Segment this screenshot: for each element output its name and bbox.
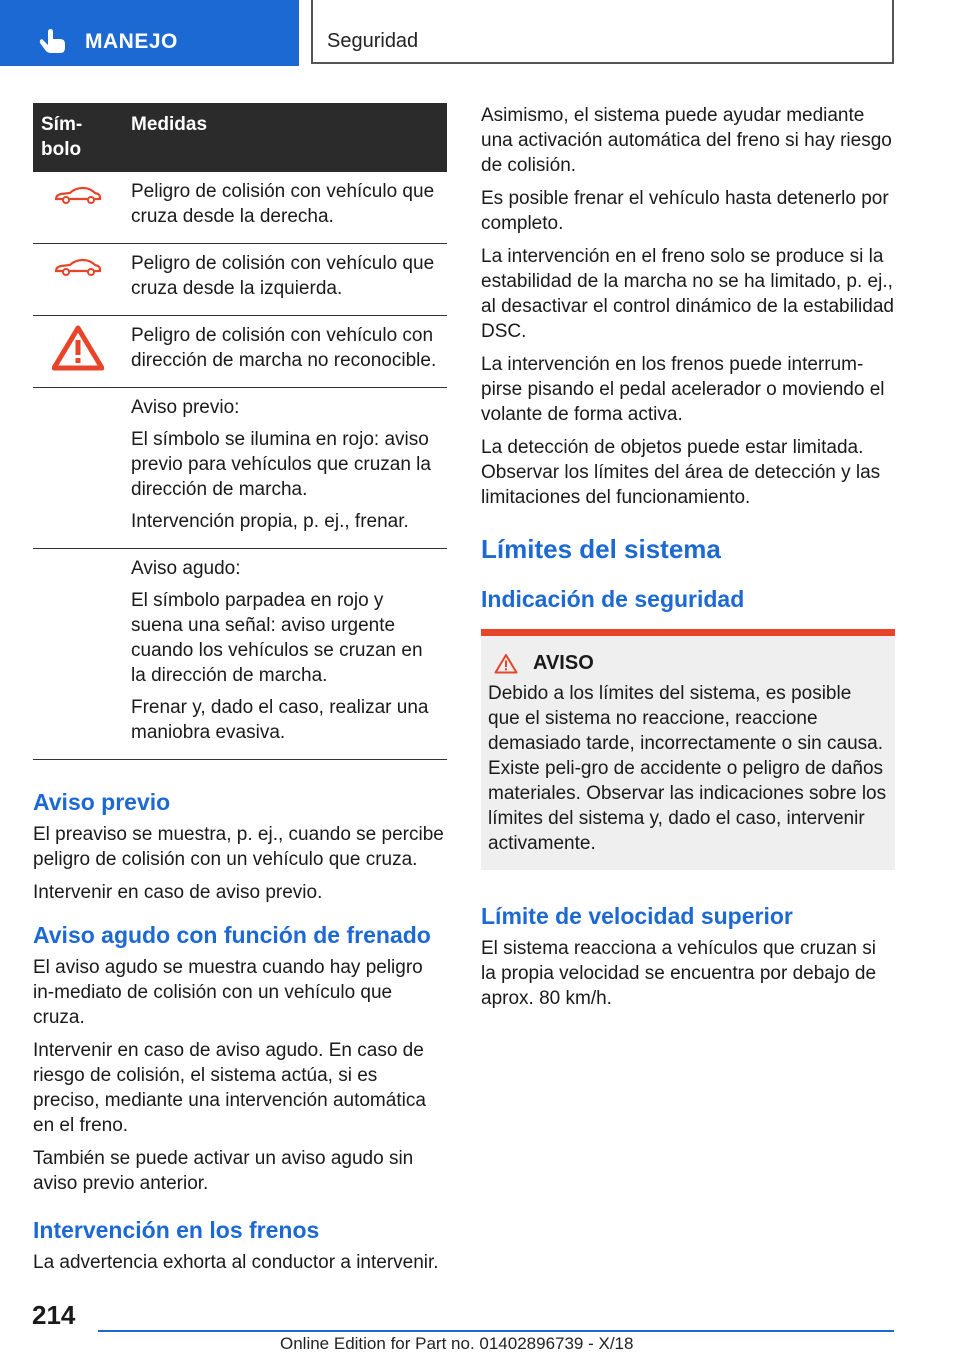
table-header-row (33, 103, 447, 172)
table-row (33, 316, 447, 388)
paragraph: La intervención en el freno solo se produce si la estabilidad de la marcha no se ha limitado, p. ej., al desactivar el control dinámico de la estabilidad DSC. (481, 246, 894, 342)
table-row (33, 172, 447, 244)
footer-edition: Online Edition for Part no. 01402896739 - X/18 (280, 1334, 634, 1353)
footer-divider (98, 1330, 894, 1332)
paragraph: Intervenir en caso de aviso previo. (33, 882, 323, 903)
car-side-red-icon (53, 185, 103, 205)
table-cell-symbol (33, 388, 123, 549)
chapter-tab-label: MANEJO (85, 30, 178, 53)
paragraph: Asimismo, el sistema puede ayudar mediante una activación automática del freno si hay riesgo de colisión. (481, 105, 892, 176)
table-cell-symbol (33, 244, 123, 316)
table-cell-symbol (33, 549, 123, 760)
paragraph: La detección de objetos puede estar limitada. Observar los límites del área de detección y las limitaciones del funcionamiento. (481, 437, 881, 508)
table-header-symbol: Sím- bolo (33, 103, 123, 172)
car-side-red-icon (53, 257, 103, 277)
heading-frenos: Intervención en los frenos (33, 1217, 320, 1243)
paragraph: El aviso agudo se muestra cuando hay peligro in-mediato de colisión con un vehículo que cruza. (33, 957, 423, 1028)
hand-pointer-icon (38, 27, 68, 60)
table-row (33, 244, 447, 316)
symbol-table (33, 103, 447, 760)
warning-triangle-icon (494, 653, 518, 674)
paragraph: Intervenir en caso de aviso agudo. En caso de riesgo de colisión, el sistema actúa, si es preciso, mediante una intervención automática en el freno. (33, 1040, 426, 1136)
paragraph: La intervención en los frenos puede interrum-pirse pisando el pedal acelerador o moviendo el volante de forma activa. (481, 354, 885, 425)
chapter-tab[interactable] (0, 0, 299, 66)
paragraph: La advertencia exhorta al conductor a intervenir. (33, 1252, 439, 1273)
heading-aviso-agudo: Aviso agudo con función de frenado (33, 922, 431, 948)
table-header-measures: Medidas (123, 103, 447, 172)
table-cell-symbol (33, 316, 123, 388)
section-header (311, 0, 894, 64)
paragraph: El sistema reacciona a vehículos que cruzan si la propia velocidad se encuentra por debajo de aprox. 80 km/h. (481, 938, 877, 1009)
paragraph: El preaviso se muestra, p. ej., cuando se percibe peligro de colisión con un vehículo que cruza. (33, 824, 444, 870)
paragraph: Es posible frenar el vehículo hasta detenerlo por completo. (481, 188, 889, 234)
heading-aviso-previo: Aviso previo (33, 789, 171, 815)
table-cell-measure: Peligro de colisión con vehículo con dirección de marcha no reconocible. (123, 316, 447, 388)
heading-indicacion: Indicación de seguridad (481, 586, 745, 612)
warning-box (481, 629, 895, 870)
table-cell-measure: Aviso previo: El símbolo se ilumina en rojo: aviso previo para vehículos que cruzan la dirección de marcha. Intervención propia, p. ej., frenar. (123, 388, 447, 549)
heading-limites: Límites del sistema (481, 534, 721, 564)
warning-text: Debido a los límites del sistema, es posible que el sistema no reaccione, reaccione demasiado tarde, incorrectamente o sin causa. Existe peli-gro de accidente o peligro de daños materiales. Observar las indicaciones sobre los límites del sistema y, dado el caso, intervenir activamente. (488, 683, 887, 854)
heading-velocidad: Límite de velocidad superior (481, 903, 793, 929)
page-number: 214 (32, 1300, 76, 1330)
table-row (33, 549, 447, 760)
paragraph: También se puede activar un aviso agudo sin aviso previo anterior. (33, 1148, 414, 1194)
warning-title: AVISO (488, 652, 887, 675)
table-cell-measure: Aviso agudo: El símbolo parpadea en rojo y suena una señal: aviso urgente cuando los vehículos se cruzan en la dirección de marcha. Frenar y, dado el caso, realizar una maniobra evasiva. (123, 549, 447, 760)
left-column (33, 103, 447, 1283)
table-cell-measure: Peligro de colisión con vehículo que cruza desde la izquierda. (123, 244, 447, 316)
warning-triangle-red-icon (52, 325, 104, 371)
table-cell-measure: Peligro de colisión con vehículo que cruza desde la derecha. (123, 172, 447, 244)
right-column (481, 103, 895, 1019)
table-cell-symbol (33, 172, 123, 244)
table-row (33, 388, 447, 549)
section-title: Seguridad (327, 30, 419, 52)
